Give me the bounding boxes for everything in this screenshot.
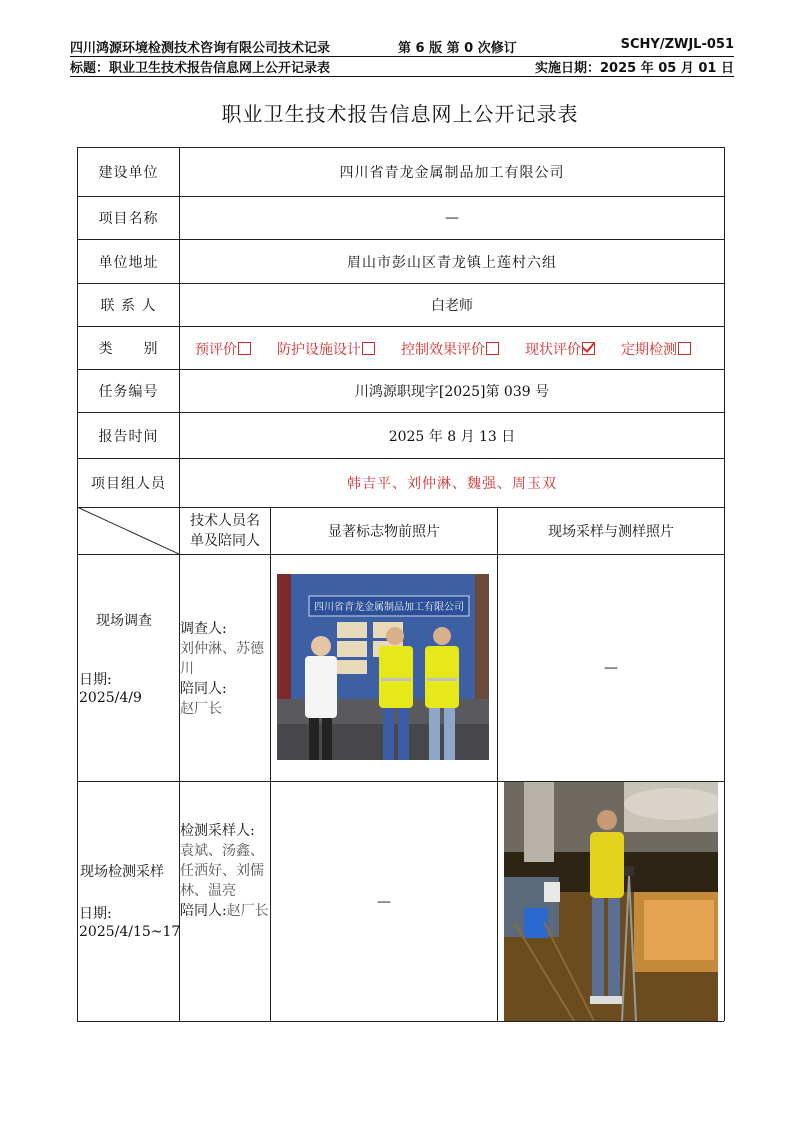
sampling-title: 现场检测采样 <box>80 864 164 880</box>
value-task-no: 川鸿源职现字[2025]第 039 号 <box>354 384 550 400</box>
value-contact: 白老师 <box>431 298 473 314</box>
companion-name: 赵厂长 <box>180 701 222 717</box>
survey-sampling-placeholder: — <box>604 660 618 676</box>
doc-code: SCHY/ZWJL-051 <box>620 37 734 52</box>
sign-photo-image <box>277 574 489 760</box>
value-team: 韩吉平、刘仲淋、魏强、周玉双 <box>347 476 557 492</box>
survey-title: 现场调查 <box>96 613 152 629</box>
checkbox-icon[interactable] <box>362 342 375 355</box>
label-team: 项目组人员 <box>91 476 166 492</box>
value-address: 眉山市彭山区青龙镇上莲村六组 <box>347 254 557 271</box>
col-header-sign: 显著标志物前照片 <box>328 524 440 540</box>
effective-date: 实施日期：2025 年 05 月 01 日 <box>535 61 734 76</box>
survey-date-label: 日期: <box>79 672 112 688</box>
table-border-right <box>724 147 725 1021</box>
sampling-staff <box>180 821 272 921</box>
companion-label: 陪同人: <box>180 681 227 697</box>
sampling-photo-image <box>504 782 718 1021</box>
checkbox-checked-icon[interactable] <box>582 342 595 355</box>
sign-photo <box>277 574 489 760</box>
sampling-sign-placeholder: — <box>377 893 391 910</box>
table-border-bottom <box>77 1021 724 1022</box>
col-header-staff: 技术人员名单及陪同人 <box>190 513 260 549</box>
label-unit: 建设单位 <box>98 165 159 181</box>
diagonal-line <box>77 507 179 554</box>
col-header-sampling: 现场采样与测样照片 <box>548 524 674 540</box>
sampling-companion: 陪同人:赵厂长 <box>180 903 269 919</box>
sampling-date: 2025/4/15~17 <box>79 924 181 940</box>
value-project: — <box>445 210 459 226</box>
label-report-time: 报告时间 <box>98 428 159 445</box>
category-options <box>195 339 691 359</box>
label-task-no: 任务编号 <box>98 384 159 400</box>
sampler-names: 袁斌、汤鑫、任洒好、刘儒林、温亮 <box>180 843 264 899</box>
survey-date: 2025/4/9 <box>79 690 142 706</box>
header-title: 标题：职业卫生技术报告信息网上公开记录表 <box>70 61 331 76</box>
label-category: 类 别 <box>98 341 159 357</box>
category-option[interactable]: 预评价 <box>195 339 251 359</box>
survey-staff <box>180 619 272 719</box>
category-option[interactable]: 防护设施设计 <box>277 339 375 359</box>
label-contact: 联 系 人 <box>100 298 157 314</box>
sampler-label: 检测采样人: <box>180 823 255 839</box>
investigator-label: 调查人: <box>180 621 227 637</box>
category-option[interactable]: 控制效果评价 <box>401 339 499 359</box>
sampling-date-label: 日期: <box>79 906 112 922</box>
label-address: 单位地址 <box>98 254 159 271</box>
category-option[interactable]: 现状评价 <box>525 339 595 359</box>
company-name: 四川鸿源环境检测技术咨询有限公司技术记录 <box>70 41 331 56</box>
checkbox-icon[interactable] <box>678 342 691 355</box>
label-project: 项目名称 <box>98 211 159 227</box>
page-title: 职业卫生技术报告信息网上公开记录表 <box>221 102 579 126</box>
value-unit: 四川省青龙金属制品加工有限公司 <box>339 165 565 181</box>
investigator-names: 刘仲淋、苏德川 <box>180 641 264 677</box>
sampling-photo <box>504 782 718 1021</box>
category-option[interactable]: 定期检测 <box>621 339 691 359</box>
value-report-time: 2025 年 8 月 13 日 <box>388 428 516 445</box>
checkbox-icon[interactable] <box>486 342 499 355</box>
checkbox-icon[interactable] <box>238 342 251 355</box>
version-text: 第 6 版 第 0 次修订 <box>398 41 517 56</box>
sign-banner-text: 四川省青龙金属制品加工有限公司 <box>314 602 464 613</box>
